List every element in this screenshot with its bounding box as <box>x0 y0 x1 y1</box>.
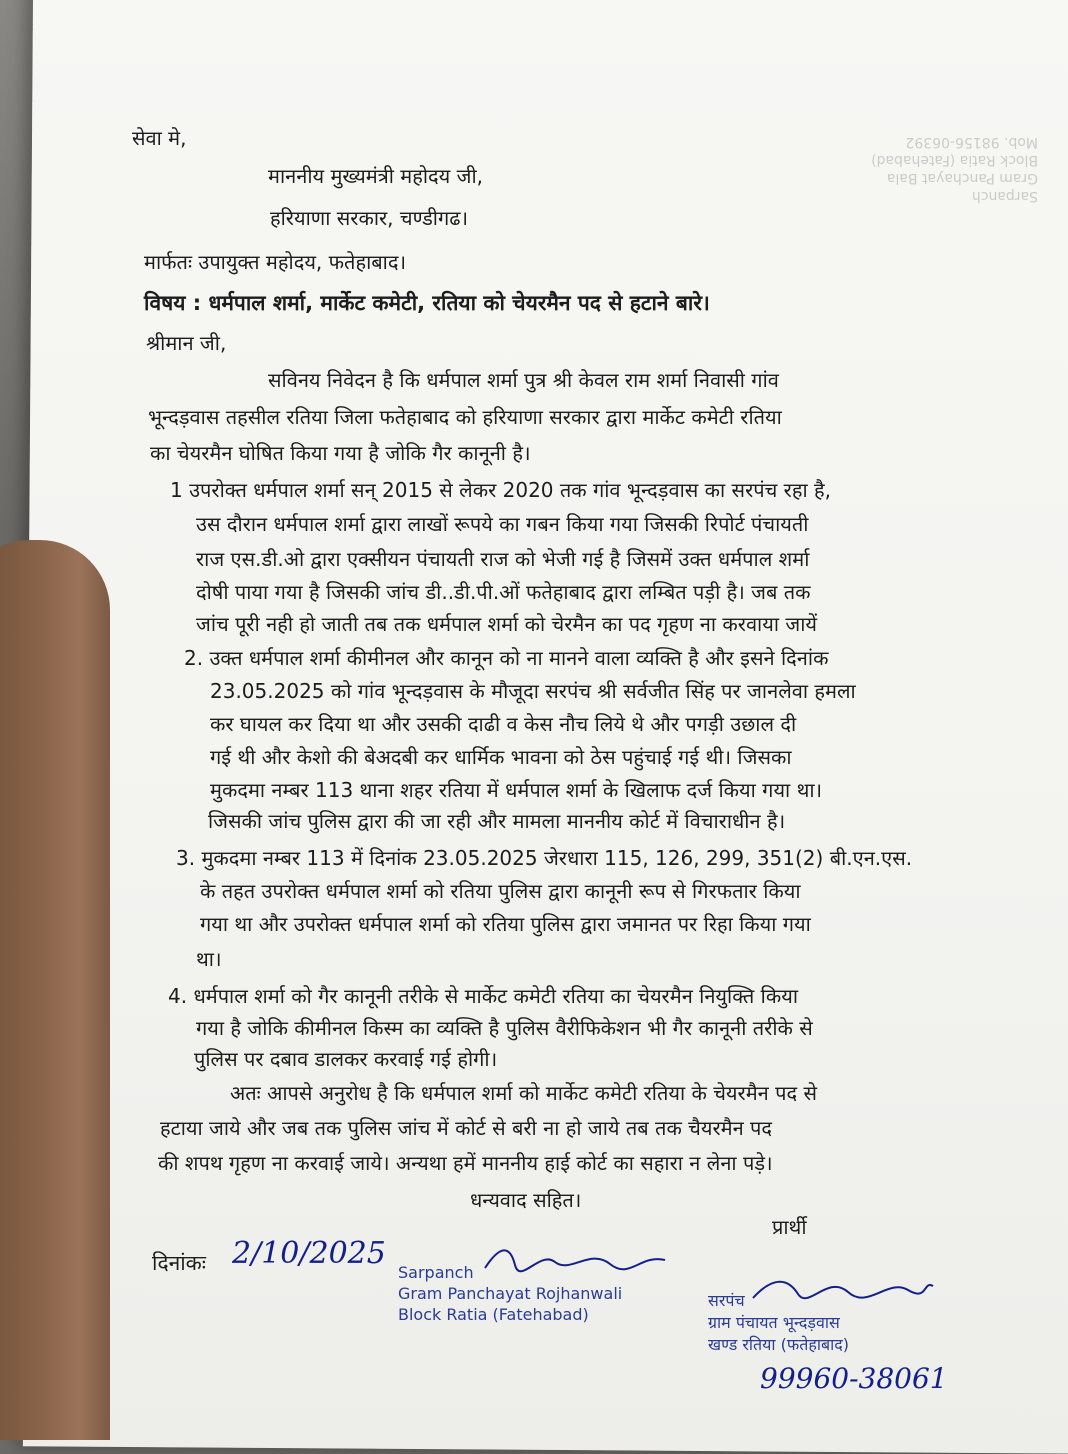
intro-line: का चेयरमैन घोषित किया गया है जोकि गैर कानूनी है। <box>150 441 531 465</box>
handwritten-phone: 99960-38061 <box>760 1362 948 1395</box>
stamp-line: सरपंच <box>708 1291 745 1310</box>
date-label: दिनांकः <box>152 1251 207 1275</box>
point-3-line: के तहत उपरोक्त धर्मपाल शर्मा को रतिया पुलिस द्वारा कानूनी रूप से गिरफतार किया <box>200 879 801 903</box>
through-line: मार्फतः उपायुक्त महोदय, फतेहाबाद। <box>144 250 407 274</box>
point-2-line: 23.05.2025 को गांव भून्दड़वास के मौजूदा सरपंच श्री सर्वजीत सिंह पर जानलेवा हमला <box>210 679 856 703</box>
point-3-line: 3. मुकदमा नम्बर 113 में दिनांक 23.05.2025 जेरधारा 115, 126, 299, 351(2) बी.एन.एस. <box>176 846 913 870</box>
stamp-line: खण्ड रतिया (फतेहाबाद) <box>708 1335 850 1354</box>
point-3-line: था। <box>196 947 222 971</box>
point-4-line: पुलिस पर दबाव डालकर करवाई गई होगी। <box>194 1047 498 1071</box>
addressee-line: हरियाणा सरकार, चण्डीगढ। <box>270 206 469 230</box>
stamp-line: Sarpanch <box>398 1263 474 1282</box>
applicant-label: प्रार्थी <box>772 1215 807 1239</box>
back-stamp-line: Mob. 98156-06392 <box>905 134 1038 150</box>
stamp-line: ग्राम पंचायत भून्दड़वास <box>708 1313 840 1332</box>
handwritten-date: 2/10/2025 <box>232 1236 386 1271</box>
addressee-line: माननीय मुख्यमंत्री महोदय जी, <box>268 164 483 188</box>
thanks-line: धन्यवाद सहित। <box>470 1188 582 1212</box>
show-through-stamp <box>828 95 1038 205</box>
point-2-line: मुकदमा नम्बर 113 थाना शहर रतिया में धर्मपाल शर्मा के खिलाफ दर्ज किया गया था। <box>210 778 823 802</box>
request-line: अतः आपसे अनुरोध है कि धर्मपाल शर्मा को मार्केट कमेटी रतिया के चेयरमैन पद से <box>230 1081 817 1105</box>
request-line: हटाया जाये और जब तक पुलिस जांच में कोर्ट से बरी ना हो जाये तब तक चैयरमैन पद <box>160 1116 773 1140</box>
point-2-line: कर घायल कर दिया था और उसकी दाढी व केस नौच लिये थे और पगड़ी उछाल दी <box>210 712 797 736</box>
back-stamp-line: Block Ratia (Fatehabad) <box>871 152 1038 168</box>
point-2-line: जिसकी जांच पुलिस द्वारा की जा रही और मामला माननीय कोर्ट में विचाराधीन है। <box>208 809 786 833</box>
stamp-line: Block Ratia (Fatehabad) <box>398 1305 589 1324</box>
point-4-line: 4. धर्मपाल शर्मा को गैर कानूनी तरीके से मार्केट कमेटी रतिया का चेयरमैन नियुक्ति किया <box>168 984 799 1008</box>
signature-right <box>748 1268 938 1310</box>
point-1-line: दोषी पाया गया है जिसकी जांच डी..डी.पी.ओं फतेहाबाद द्वारा लम्बित पड़ी है। जब तक <box>196 580 811 604</box>
point-1-line: राज एस.डी.ओ द्वारा एक्सीयन पंचायती राज को भेजी गई है जिसमें उक्त धर्मपाल शर्मा <box>196 547 810 571</box>
subject-line: विषय : धर्मपाल शर्मा, मार्केट कमेटी, रतिया को चेयरमैन पद से हटाने बारे। <box>144 291 710 315</box>
point-1-line: 1 उपरोक्त धर्मपाल शर्मा सन् 2015 से लेकर 2020 तक गांव भून्दड़वास का सरपंच रहा है, <box>170 478 831 502</box>
point-2-line: 2. उक्त धर्मपाल शर्मा कीमीनल और कानून को ना मानने वाला व्यक्ति है और इसने दिनांक <box>184 646 829 670</box>
point-3-line: गया था और उपरोक्त धर्मपाल शर्मा को रतिया पुलिस द्वारा जमानत पर रिहा किया गया <box>200 912 811 936</box>
back-stamp-line: Sarpanch <box>971 188 1038 204</box>
back-stamp-line: Gram Panchayat Bala <box>886 170 1038 186</box>
point-1-line: उस दौरान धर्मपाल शर्मा द्वारा लाखों रूपये का गबन किया गया जिसकी रिपोर्ट पंचायती <box>196 512 809 536</box>
point-4-line: गया है जोकि कीमीनल किस्म का व्यक्ति है पुलिस वैरीफिकेशन भी गैर कानूनी तरीके से <box>196 1016 813 1040</box>
intro-line: भून्दड़वास तहसील रतिया जिला फतेहाबाद को हरियाणा सरकार द्वारा मार्केट कमेटी रतिया <box>148 405 782 429</box>
point-2-line: गई थी और केशो की बेअदबी कर धार्मिक भावना को ठेस पहुंचाई गई थी। जिसका <box>210 745 792 769</box>
signature-left <box>480 1240 670 1280</box>
stamp-line: Gram Panchayat Rojhanwali <box>398 1284 623 1303</box>
intro-line: सविनय निवेदन है कि धर्मपाल शर्मा पुत्र श्री केवल राम शर्मा निवासी गांव <box>268 368 779 392</box>
greeting: श्रीमान जी, <box>146 331 227 355</box>
salutation: सेवा मे, <box>132 126 187 150</box>
request-line: की शपथ गृहण ना करवाई जाये। अन्यथा हमें माननीय हाई कोर्ट का सहारा न लेना पड़े। <box>158 1151 773 1175</box>
point-1-line: जांच पूरी नही हो जाती तब तक धर्मपाल शर्मा को चेरमैन का पद गृहण ना करवाया जायें <box>196 612 817 636</box>
